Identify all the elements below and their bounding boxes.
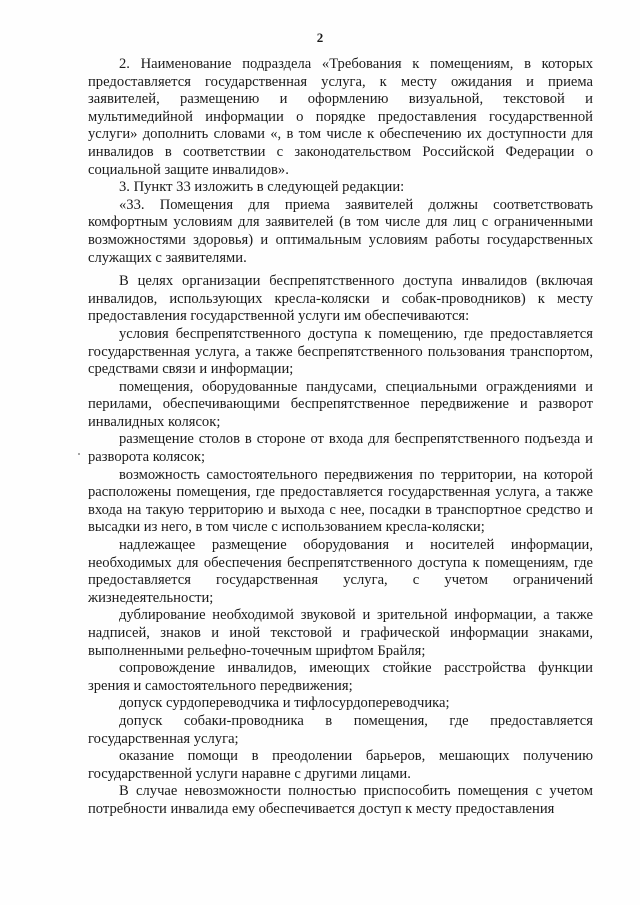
list-item: допуск собаки-проводника в помещения, где предоставляется государственная услуга; (88, 712, 593, 747)
paragraph-final: В случае невозможности полностью приспособить помещения с учетом потребности инвалида ему обеспечивается доступ к месту предоставления (88, 783, 593, 817)
list-item: возможность самостоятельного передвижения по территории, на которой расположены помещения, где предоставляется государственная услуга, а также входа на такую территорию и выхода с нее, посадки в транспортное средство и высадки из него, в том числе с использованием кресла-коляски; (88, 466, 593, 536)
paragraph-clause-33-text: «33. Помещения для приема заявителей должны соответствовать комфортным условиям для заявителей (в том числе для лиц с ограниченными возможностями здоровья) и оптимальным условиям работы государственных служащих с заявителями. (88, 196, 593, 266)
scan-margin-mark (78, 453, 80, 455)
list-item: сопровождение инвалидов, имеющих стойкие расстройства функции зрения и самостоятельного передвижения; (88, 660, 593, 694)
paragraph-item-3-clause-33: 3. Пункт 33 изложить в следующей редакции: (119, 179, 405, 196)
list-item: размещение столов в стороне от входа для беспрепятственного подъезда и разворота колясок; (88, 431, 593, 466)
page-number: 2 (316, 30, 324, 45)
list-item: дублирование необходимой звуковой и зрительной информации, а также надписей, знаков и иной текстовой и графической информации знаками, выполненными рельефно-точечным шрифтом Брайля; (88, 607, 593, 659)
document-body (88, 56, 593, 819)
list-item: допуск сурдопереводчика и тифлосурдопереводчика; (119, 695, 450, 712)
paragraph-item-2-subsection-title: 2. Наименование подраздела «Требования к помещениям, в которых предоставляется государственная услуга, к месту ожидания и приема заявителей, размещению и оформлению визуальной, текстовой и мультимедийной информации о порядке предоставления государственной услуги» дополнить словами «, в том числе к обеспечению их доступности для инвалидов в соответствии с законодательством Российской Федерации о социальной защите инвалидов». (88, 56, 593, 178)
list-item: надлежащее размещение оборудования и носителей информации, необходимых для обеспечения беспрепятственного доступа к помещениям, где предоставляется государственная услуга, с учетом ограничений жизнедеятельности; (88, 537, 593, 606)
paragraph-accessibility-intro: В целях организации беспрепятственного доступа инвалидов (включая инвалидов, использующих кресла-коляски и собак-проводников) к месту предоставления государственной услуги им обеспечиваются: (88, 273, 593, 325)
list-item: оказание помощи в преодолении барьеров, мешающих получению государственной услуги наравне с другими лицами. (88, 748, 593, 782)
list-item: помещения, оборудованные пандусами, специальными ограждениями и перилами, обеспечивающими беспрепятственное передвижение и разворот инвалидных колясок; (88, 378, 593, 430)
list-item: условия беспрепятственного доступа к помещению, где предоставляется государственная услуга, а также беспрепятственного пользования транспортом, средствами связи и информации; (88, 325, 593, 378)
